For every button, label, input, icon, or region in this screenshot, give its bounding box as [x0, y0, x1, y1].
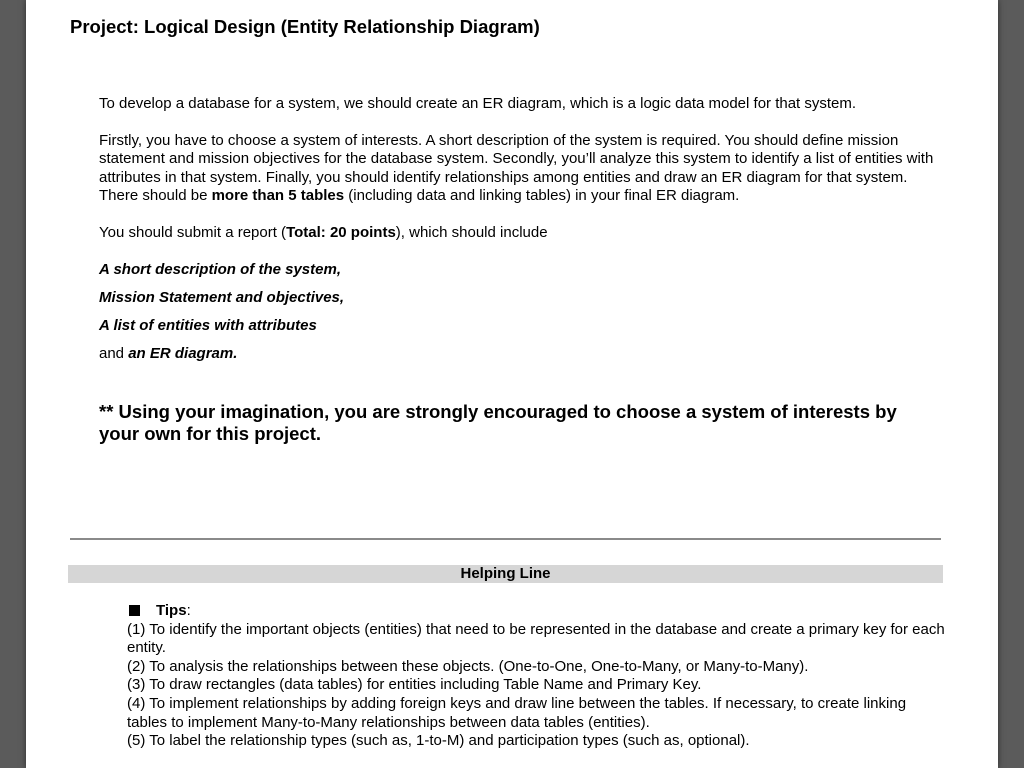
tip-item: (2) To analysis the relationships between these objects. (One-to-One, One-to-Many, or Many-to-Many).	[127, 657, 809, 675]
instructions-paragraph	[99, 132, 939, 206]
report-item-prefix: and	[99, 344, 129, 362]
instructions-text-a: Firstly, you have to choose a system of interests. A short description of the system is required. You should define mission statement and mission objectives for the database system. Secondly, you’ll analyze this system to identify a list of entities with attributes in that system. Finally, you should identify relationships among entities and draw an ER diagram for that system. There should be	[99, 131, 934, 205]
intro-paragraph: To develop a database for a system, we should create an ER diagram, which is a logic data model for that system.	[99, 95, 857, 112]
section-divider	[70, 538, 941, 540]
report-paragraph	[99, 224, 939, 243]
report-item-er-diagram	[99, 345, 939, 364]
total-points: Total: 20 points	[286, 223, 396, 241]
helping-line-header: Helping Line	[68, 565, 943, 583]
tables-requirement: more than 5 tables	[211, 187, 345, 205]
tip-item: (4) To implement relationships by adding foreign keys and draw line between the tables. If necessary, to create linking tables to implement Many-to-Many relationships between data tables (entities).	[127, 694, 907, 731]
square-bullet-icon	[129, 605, 140, 616]
report-item-mission: Mission Statement and objectives,	[99, 288, 345, 306]
report-text-b: ), which should include	[395, 223, 548, 241]
tips-label: Tips	[156, 602, 187, 619]
tip-item: (5) To label the relationship types (such as, 1-to-M) and participation types (such as, optional).	[127, 732, 750, 750]
page-title: Project: Logical Design (Entity Relationship Diagram)	[70, 16, 540, 37]
instructions-text-b: (including data and linking tables) in your final ER diagram.	[344, 187, 740, 205]
tips-colon: :	[186, 602, 191, 619]
document-page	[26, 0, 998, 768]
tips-heading	[127, 602, 947, 621]
imagination-note: ** Using your imagination, you are strongly encouraged to choose a system of interests by your own for this project.	[99, 401, 897, 445]
tip-item: (3) To draw rectangles (data tables) for entities including Table Name and Primary Key.	[127, 676, 702, 694]
report-text-a: You should submit a report (	[99, 223, 287, 241]
document-body	[99, 95, 939, 445]
report-item-entities: A list of entities with attributes	[99, 316, 317, 334]
tips-section	[127, 602, 947, 751]
report-item-er-text: an ER diagram.	[128, 344, 238, 362]
tip-item: (1) To identify the important objects (entities) that need to be represented in the database and create a primary key for each entity.	[127, 620, 945, 657]
report-item-description: A short description of the system,	[99, 260, 341, 278]
